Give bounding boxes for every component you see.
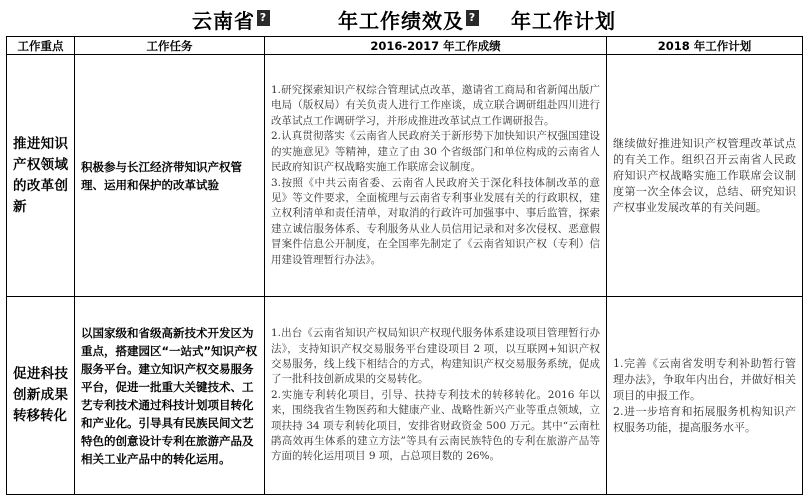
results-item: 2.认真贯彻落实《云南省人民政府关于新形势下加快知识产权强国建设的实施意见》等精神，建立了由 30 个省级部门和单位构成的云南省人民政府知识产权战略实施工作联席会议制度。 bbox=[271, 130, 600, 174]
work-plan-table bbox=[6, 36, 803, 495]
column-header-results: 2016-2017 年工作成绩 bbox=[265, 37, 607, 55]
task-cell: 以国家级和省级高新技术开发区为重点，搭建园区“一站式”知识产权服务平台。建立知识产权交易服务平台，促进一批重大关键技术、工艺专利技术通过科技计划项目转化和产业化。引导具有民族民间文艺特色的创意设计专利在旅游产品及相关工业产品中的转化运用。 bbox=[75, 297, 265, 495]
results-cell bbox=[265, 55, 607, 297]
plan-item: 2.进一步培育和拓展服务机构知识产权服务功能，提高服务水平。 bbox=[613, 404, 796, 434]
results-cell bbox=[265, 297, 607, 495]
focus-cell: 推进知识产权领域的改革创新 bbox=[7, 55, 75, 297]
results-item: 1.出台《云南省知识产权局知识产权现代服务体系建设项目管理暂行办法》，支持知识产权交易服务平台建设项目 2 项，以互联网+知识产权交易服务，线上线下相结合的方式，构建知识产权交易服务系统，促成了一批科技创新成果的交易转化。 bbox=[271, 327, 600, 386]
plan-cell bbox=[607, 297, 803, 495]
title-part-2: 年工作绩效及 bbox=[338, 8, 464, 33]
missing-glyph-icon: ? bbox=[466, 10, 479, 26]
table-row bbox=[7, 297, 803, 495]
column-header-task: 工作任务 bbox=[75, 37, 265, 55]
results-item: 1.研究探索知识产权综合管理试点改革，邀请省工商局和省新闻出版广电局（版权局）有关负责人进行工作座谈，成立联合调研组赴四川进行改革试点工作调研学习，并形成推进改革试点工作调研报告。 bbox=[271, 84, 600, 127]
title-part-3: 年工作计划 bbox=[511, 8, 616, 33]
task-cell: 积极参与长江经济带知识产权管理、运用和保护的改革试验 bbox=[75, 55, 265, 297]
column-header-focus: 工作重点 bbox=[7, 37, 75, 55]
results-item: 2.实施专利转化项目，引导、扶持专利技术的转移转化。2016 年以来，围绕我省生物医药和大健康产业、战略性新兴产业等重点领域，立项扶持 34 项专利转化项目，安排省财政资金 500 万元。其中“云南杜鹃高效再生体系的建立方法”等具有云南民族特色的专利在旅游产品等方面的转化运用项目 9 项，占总项目数的 26%。 bbox=[271, 388, 600, 463]
page-title bbox=[0, 4, 808, 34]
table-header-row bbox=[7, 37, 803, 55]
plan-cell bbox=[607, 55, 803, 297]
results-item: 3.按照《中共云南省委、云南省人民政府关于深化科技体制改革的意见》等文件要求，全面梳理与云南省专利事业发展有关的行政职权，建立权利清单和责任清单，对取消的行政许可加强事中、事后监管，探索建立诚信服务体系、专利服务从业人员信用记录和对多次侵权、恶意假冒案件信息公开制度，在全国率先制定了《云南省知识产权（专利）信用建设管理暂行办法》。 bbox=[271, 176, 600, 266]
missing-glyph-icon: ? bbox=[257, 10, 270, 26]
focus-cell: 促进科技创新成果转移转化 bbox=[7, 297, 75, 495]
plan-item: 1.完善《云南省发明专利补助暂行管理办法》，争取年内出台，并做好相关项目的申报工作。 bbox=[613, 356, 796, 402]
table-row bbox=[7, 55, 803, 297]
plan-item: 继续做好推进知识产权管理改革试点的有关工作。组织召开云南省人民政府知识产权战略实施工作联席会议制度第一次全体会议，总结、研究知识产权事业发展改革的有关问题。 bbox=[613, 136, 796, 214]
column-header-plan: 2018 年工作计划 bbox=[607, 37, 803, 55]
title-part-1: 云南省 bbox=[192, 8, 255, 33]
